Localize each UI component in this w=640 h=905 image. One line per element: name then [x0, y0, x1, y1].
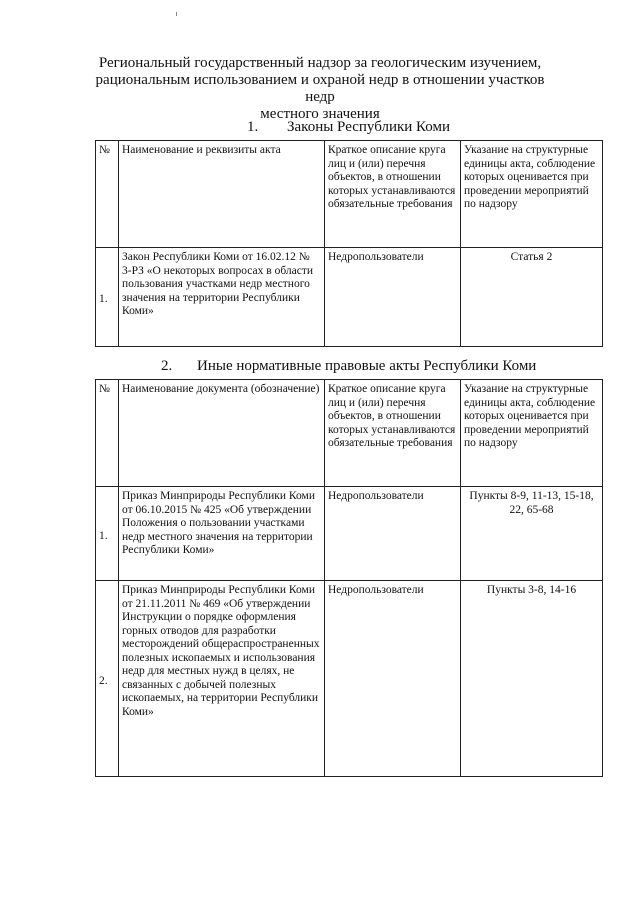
header-cell-number: № — [96, 380, 119, 487]
row-units: Пункты 8-9, 11-13, 15-18, 22, 65-68 — [461, 487, 603, 581]
regulations-table — [95, 379, 603, 777]
section-number: 2. — [161, 358, 173, 374]
row-subjects: Недропользователи — [325, 248, 461, 347]
header-cell-name: Наименование и реквизиты акта — [119, 141, 325, 248]
title-line: местного значения — [260, 106, 380, 122]
row-act-name: Приказ Минприроды Республики Коми от 21.11.2011 № 469 «Об утверждении Инструкции о порядке оформления горных отводов для разработки месторождений общераспространенных полезных ископаемых и использования недр для местных нужд в целях, не связанных с добычей полезных ископаемых, на территории Республики Коми» — [119, 581, 325, 777]
section-2-heading — [161, 358, 536, 375]
laws-table — [95, 140, 603, 347]
section-title: Иные нормативные правовые акты Республики Коми — [197, 358, 537, 374]
row-number-text: 2. — [99, 674, 108, 687]
section-1-heading — [247, 119, 450, 136]
header-cell-units: Указание на структурные единицы акта, соблюдение которых оценивается при проведении мероприятий по надзору — [461, 141, 603, 248]
table-header-row — [96, 141, 603, 248]
table-row — [96, 248, 603, 347]
row-number — [96, 581, 119, 777]
row-act-name: Приказ Минприроды Республики Коми от 06.10.2015 № 425 «Об утверждении Положения о пользовании участками недр местного значения на территории Республики Коми» — [119, 487, 325, 581]
section-number: 1. — [247, 119, 259, 135]
row-subjects: Недропользователи — [325, 581, 461, 777]
scan-mark — [176, 12, 177, 16]
header-cell-number: № — [96, 141, 119, 248]
row-units: Статья 2 — [461, 248, 603, 347]
section-title: Законы Республики Коми — [287, 119, 451, 135]
table-header-row — [96, 380, 603, 487]
row-units: Пункты 3-8, 14-16 — [461, 581, 603, 777]
row-number-text: 1. — [99, 293, 108, 306]
row-number — [96, 487, 119, 581]
header-cell-subjects: Краткое описание круга лиц и (или) перечня объектов, в отношении которых устанавливаются обязательные требования — [325, 141, 461, 248]
row-subjects: Недропользователи — [325, 487, 461, 581]
document-title — [80, 55, 560, 123]
row-number — [96, 248, 119, 347]
table-row — [96, 487, 603, 581]
row-act-name: Закон Республики Коми от 16.02.12 № 3-РЗ «О некоторых вопросах в области пользования участками недр местного значения на территории Республики Коми» — [119, 248, 325, 347]
row-number-text: 1. — [99, 529, 108, 542]
header-cell-subjects: Краткое описание круга лиц и (или) перечня объектов, в отношении которых устанавливаются обязательные требования — [325, 380, 461, 487]
title-line: рациональным использованием и охраной недр в отношении участков недр — [95, 72, 545, 105]
header-cell-units: Указание на структурные единицы акта, соблюдение которых оценивается при проведении мероприятий по надзору — [461, 380, 603, 487]
table-row — [96, 581, 603, 777]
title-line: Региональный государственный надзор за геологическим изучением, — [98, 55, 542, 71]
header-cell-name: Наименование документа (обозначение) — [119, 380, 325, 487]
